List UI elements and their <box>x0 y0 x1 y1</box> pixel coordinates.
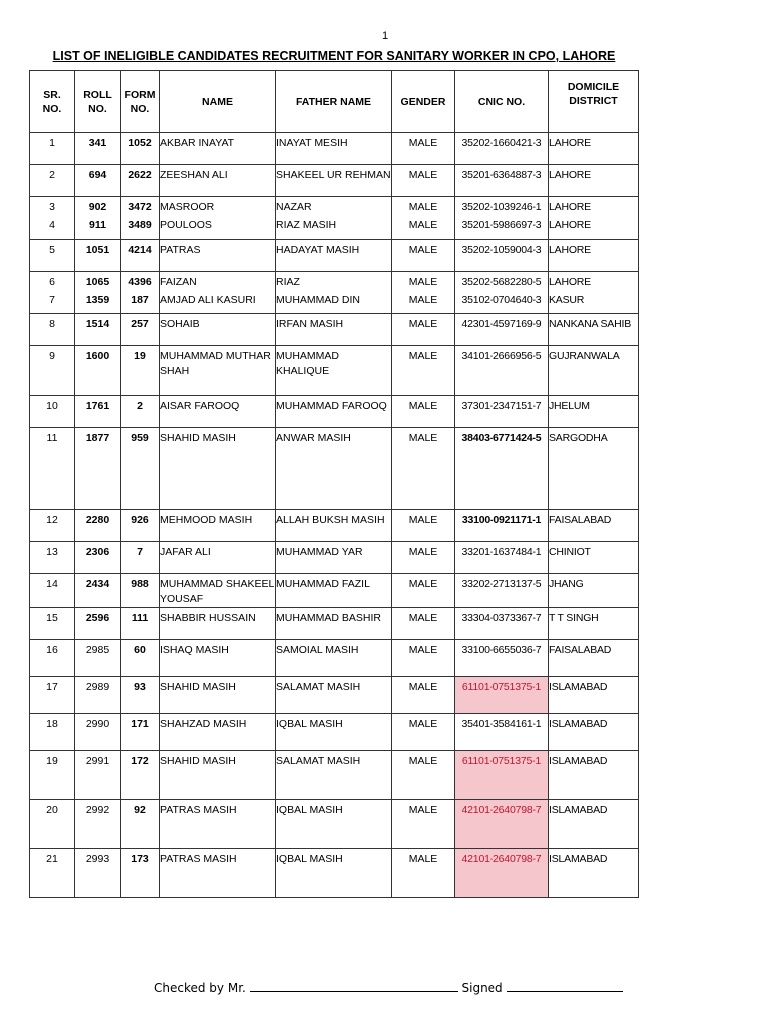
cell-domicile-district: LAHORE <box>549 271 639 290</box>
cell-cnic-no: 35201-6364887-3 <box>455 165 549 197</box>
table-row <box>30 574 639 608</box>
cell-sr-no: 12 <box>30 510 75 542</box>
header-sr-no: SR. NO. <box>30 71 75 133</box>
cell-form-no: 187 <box>121 290 160 314</box>
cell-domicile-district: T T SINGH <box>549 608 639 640</box>
cell-form-no: 111 <box>121 608 160 640</box>
table-row <box>30 640 639 677</box>
cell-roll-no: 341 <box>75 133 121 165</box>
cell-father-name: SHAKEEL UR REHMAN <box>276 165 392 197</box>
table-row <box>30 197 639 216</box>
cell-gender: MALE <box>392 510 455 542</box>
cell-domicile-district: ISLAMABAD <box>549 800 639 849</box>
table-row <box>30 290 639 314</box>
cell-sr-no: 2 <box>30 165 75 197</box>
cell-form-no: 173 <box>121 849 160 898</box>
cell-roll-no: 2280 <box>75 510 121 542</box>
cell-cnic-no: 33100-0921171-1 <box>455 510 549 542</box>
cell-form-no: 4396 <box>121 271 160 290</box>
cell-domicile-district: CHINIOT <box>549 542 639 574</box>
cell-name: ZEESHAN ALI <box>160 165 276 197</box>
cell-form-no: 3472 <box>121 197 160 216</box>
cell-father-name: ALLAH BUKSH MASIH <box>276 510 392 542</box>
table-row <box>30 396 639 428</box>
cell-cnic-no: 42301-4597169-9 <box>455 314 549 346</box>
page-number: 1 <box>381 30 389 42</box>
cell-father-name: SALAMAT MASIH <box>276 677 392 714</box>
cell-name: PATRAS MASIH <box>160 849 276 898</box>
cell-father-name: IRFAN MASIH <box>276 314 392 346</box>
cell-form-no: 959 <box>121 428 160 510</box>
cell-roll-no: 2990 <box>75 714 121 751</box>
table-row <box>30 677 639 714</box>
cell-father-name: MUHAMMAD BASHIR <box>276 608 392 640</box>
cell-father-name: MUHAMMAD KHALIQUE <box>276 346 392 396</box>
cell-sr-no: 13 <box>30 542 75 574</box>
header-form-no: FORM NO. <box>121 71 160 133</box>
cell-name: POULOOS <box>160 215 276 239</box>
cell-sr-no: 15 <box>30 608 75 640</box>
cell-gender: MALE <box>392 346 455 396</box>
cell-domicile-district: SARGODHA <box>549 428 639 510</box>
cell-gender: MALE <box>392 800 455 849</box>
header-cnic-no: CNIC NO. <box>455 71 549 133</box>
signed-line <box>507 979 623 992</box>
cell-gender: MALE <box>392 239 455 271</box>
header-roll-no: ROLL NO. <box>75 71 121 133</box>
table-row <box>30 751 639 800</box>
cell-cnic-no: 37301-2347151-7 <box>455 396 549 428</box>
cell-name: SHAHZAD MASIH <box>160 714 276 751</box>
cell-sr-no: 3 <box>30 197 75 216</box>
cell-form-no: 60 <box>121 640 160 677</box>
cell-form-no: 172 <box>121 751 160 800</box>
table-row <box>30 239 639 271</box>
cell-name: SOHAIB <box>160 314 276 346</box>
cell-domicile-district: LAHORE <box>549 239 639 271</box>
cell-domicile-district: NANKANA SAHIB <box>549 314 639 346</box>
cell-name: FAIZAN <box>160 271 276 290</box>
cell-father-name: SALAMAT MASIH <box>276 751 392 800</box>
cell-domicile-district: LAHORE <box>549 197 639 216</box>
cell-sr-no: 21 <box>30 849 75 898</box>
cell-cnic-no: 61101-0751375-1 <box>455 751 549 800</box>
table-row <box>30 314 639 346</box>
cell-form-no: 3489 <box>121 215 160 239</box>
cell-father-name: MUHAMMAD FAROOQ <box>276 396 392 428</box>
cell-form-no: 7 <box>121 542 160 574</box>
cell-domicile-district: LAHORE <box>549 165 639 197</box>
cell-father-name: MUHAMMAD DIN <box>276 290 392 314</box>
cell-name: SHAHID MASIH <box>160 751 276 800</box>
cell-father-name: IQBAL MASIH <box>276 800 392 849</box>
cell-form-no: 93 <box>121 677 160 714</box>
cell-roll-no: 1051 <box>75 239 121 271</box>
cell-father-name: MUHAMMAD YAR <box>276 542 392 574</box>
table-row <box>30 215 639 239</box>
cell-roll-no: 2989 <box>75 677 121 714</box>
cell-gender: MALE <box>392 542 455 574</box>
cell-cnic-no: 42101-2640798-7 <box>455 849 549 898</box>
cell-domicile-district: ISLAMABAD <box>549 677 639 714</box>
table-row <box>30 133 639 165</box>
cell-sr-no: 4 <box>30 215 75 239</box>
table-row <box>30 271 639 290</box>
cell-gender: MALE <box>392 574 455 608</box>
cell-father-name: SAMOIAL MASIH <box>276 640 392 677</box>
cell-domicile-district: ISLAMABAD <box>549 849 639 898</box>
cell-father-name: NAZAR <box>276 197 392 216</box>
cell-father-name: HADAYAT MASIH <box>276 239 392 271</box>
table-row <box>30 800 639 849</box>
signature-footer <box>154 979 623 995</box>
cell-sr-no: 8 <box>30 314 75 346</box>
cell-cnic-no: 35102-0704640-3 <box>455 290 549 314</box>
cell-father-name: RIAZ MASIH <box>276 215 392 239</box>
cell-name: MEHMOOD MASIH <box>160 510 276 542</box>
cell-name: JAFAR ALI <box>160 542 276 574</box>
cell-name: MUHAMMAD SHAKEEL YOUSAF <box>160 574 276 608</box>
cell-domicile-district: FAISALABAD <box>549 510 639 542</box>
cell-roll-no: 2434 <box>75 574 121 608</box>
cell-roll-no: 902 <box>75 197 121 216</box>
cell-gender: MALE <box>392 677 455 714</box>
cell-name: MUHAMMAD MUTHAR SHAH <box>160 346 276 396</box>
cell-sr-no: 20 <box>30 800 75 849</box>
cell-roll-no: 1600 <box>75 346 121 396</box>
cell-father-name: INAYAT MESIH <box>276 133 392 165</box>
cell-cnic-no: 35202-1660421-3 <box>455 133 549 165</box>
cell-cnic-no: 34101-2666956-5 <box>455 346 549 396</box>
cell-roll-no: 2993 <box>75 849 121 898</box>
table-row <box>30 346 639 396</box>
cell-cnic-no: 35202-5682280-5 <box>455 271 549 290</box>
cell-form-no: 171 <box>121 714 160 751</box>
table-row <box>30 608 639 640</box>
cell-domicile-district: LAHORE <box>549 215 639 239</box>
cell-roll-no: 1514 <box>75 314 121 346</box>
cell-name: AMJAD ALI KASURI <box>160 290 276 314</box>
cell-gender: MALE <box>392 396 455 428</box>
table-row <box>30 542 639 574</box>
cell-form-no: 926 <box>121 510 160 542</box>
cell-name: PATRAS MASIH <box>160 800 276 849</box>
cell-form-no: 988 <box>121 574 160 608</box>
cell-form-no: 257 <box>121 314 160 346</box>
cell-name: ISHAQ MASIH <box>160 640 276 677</box>
document-title: LIST OF INELIGIBLE CANDIDATES RECRUITMENT FOR SANITARY WORKER IN CPO, LAHORE <box>52 49 616 63</box>
cell-roll-no: 1359 <box>75 290 121 314</box>
cell-gender: MALE <box>392 165 455 197</box>
cell-form-no: 1052 <box>121 133 160 165</box>
table-row <box>30 428 639 510</box>
header-name: NAME <box>160 71 276 133</box>
cell-domicile-district: GUJRANWALA <box>549 346 639 396</box>
cell-father-name: IQBAL MASIH <box>276 849 392 898</box>
cell-domicile-district: FAISALABAD <box>549 640 639 677</box>
cell-sr-no: 5 <box>30 239 75 271</box>
cell-name: MASROOR <box>160 197 276 216</box>
table-row <box>30 714 639 751</box>
cell-father-name: ANWAR MASIH <box>276 428 392 510</box>
cell-name: SHAHID MASIH <box>160 428 276 510</box>
cell-sr-no: 7 <box>30 290 75 314</box>
cell-gender: MALE <box>392 608 455 640</box>
cell-cnic-no: 35202-1059004-3 <box>455 239 549 271</box>
cell-sr-no: 16 <box>30 640 75 677</box>
cell-roll-no: 1065 <box>75 271 121 290</box>
cell-form-no: 4214 <box>121 239 160 271</box>
cell-form-no: 2 <box>121 396 160 428</box>
cell-domicile-district: ISLAMABAD <box>549 751 639 800</box>
cell-gender: MALE <box>392 640 455 677</box>
cell-name: SHAHID MASIH <box>160 677 276 714</box>
header-domicile-district: DOMICILE DISTRICT <box>549 71 639 133</box>
ineligible-candidates-table <box>29 70 639 898</box>
cell-roll-no: 1761 <box>75 396 121 428</box>
cell-father-name: RIAZ <box>276 271 392 290</box>
cell-roll-no: 911 <box>75 215 121 239</box>
cell-gender: MALE <box>392 290 455 314</box>
cell-name: AISAR FAROOQ <box>160 396 276 428</box>
cell-sr-no: 18 <box>30 714 75 751</box>
cell-gender: MALE <box>392 197 455 216</box>
cell-sr-no: 10 <box>30 396 75 428</box>
cell-cnic-no: 35401-3584161-1 <box>455 714 549 751</box>
cell-cnic-no: 35202-1039246-1 <box>455 197 549 216</box>
cell-cnic-no: 61101-0751375-1 <box>455 677 549 714</box>
cell-name: AKBAR INAYAT <box>160 133 276 165</box>
cell-roll-no: 2985 <box>75 640 121 677</box>
cell-gender: MALE <box>392 714 455 751</box>
cell-form-no: 19 <box>121 346 160 396</box>
cell-gender: MALE <box>392 215 455 239</box>
cell-sr-no: 17 <box>30 677 75 714</box>
cell-name: SHABBIR HUSSAIN <box>160 608 276 640</box>
header-father-name: FATHER NAME <box>276 71 392 133</box>
cell-sr-no: 9 <box>30 346 75 396</box>
cell-roll-no: 694 <box>75 165 121 197</box>
checked-by-line <box>250 979 458 992</box>
cell-father-name: MUHAMMAD FAZIL <box>276 574 392 608</box>
cell-gender: MALE <box>392 849 455 898</box>
cell-sr-no: 1 <box>30 133 75 165</box>
cell-cnic-no: 42101-2640798-7 <box>455 800 549 849</box>
cell-gender: MALE <box>392 751 455 800</box>
cell-domicile-district: JHELUM <box>549 396 639 428</box>
cell-roll-no: 2306 <box>75 542 121 574</box>
header-row <box>30 71 639 133</box>
cell-cnic-no: 38403-6771424-5 <box>455 428 549 510</box>
cell-cnic-no: 33100-6655036-7 <box>455 640 549 677</box>
cell-sr-no: 6 <box>30 271 75 290</box>
cell-form-no: 92 <box>121 800 160 849</box>
cell-sr-no: 19 <box>30 751 75 800</box>
cell-domicile-district: KASUR <box>549 290 639 314</box>
cell-gender: MALE <box>392 133 455 165</box>
cell-roll-no: 2991 <box>75 751 121 800</box>
cell-roll-no: 1877 <box>75 428 121 510</box>
table-row <box>30 165 639 197</box>
cell-cnic-no: 33201-1637484-1 <box>455 542 549 574</box>
table-row <box>30 849 639 898</box>
signed-label: Signed <box>461 981 503 995</box>
cell-domicile-district: LAHORE <box>549 133 639 165</box>
cell-gender: MALE <box>392 428 455 510</box>
cell-roll-no: 2992 <box>75 800 121 849</box>
cell-name: PATRAS <box>160 239 276 271</box>
cell-cnic-no: 33202-2713137-5 <box>455 574 549 608</box>
cell-cnic-no: 35201-5986697-3 <box>455 215 549 239</box>
cell-sr-no: 14 <box>30 574 75 608</box>
cell-domicile-district: ISLAMABAD <box>549 714 639 751</box>
cell-roll-no: 2596 <box>75 608 121 640</box>
cell-domicile-district: JHANG <box>549 574 639 608</box>
cell-cnic-no: 33304-0373367-7 <box>455 608 549 640</box>
header-gender: GENDER <box>392 71 455 133</box>
cell-form-no: 2622 <box>121 165 160 197</box>
cell-gender: MALE <box>392 314 455 346</box>
cell-sr-no: 11 <box>30 428 75 510</box>
cell-father-name: IQBAL MASIH <box>276 714 392 751</box>
checked-by-label: Checked by Mr. <box>154 981 246 995</box>
table-row <box>30 510 639 542</box>
cell-gender: MALE <box>392 271 455 290</box>
